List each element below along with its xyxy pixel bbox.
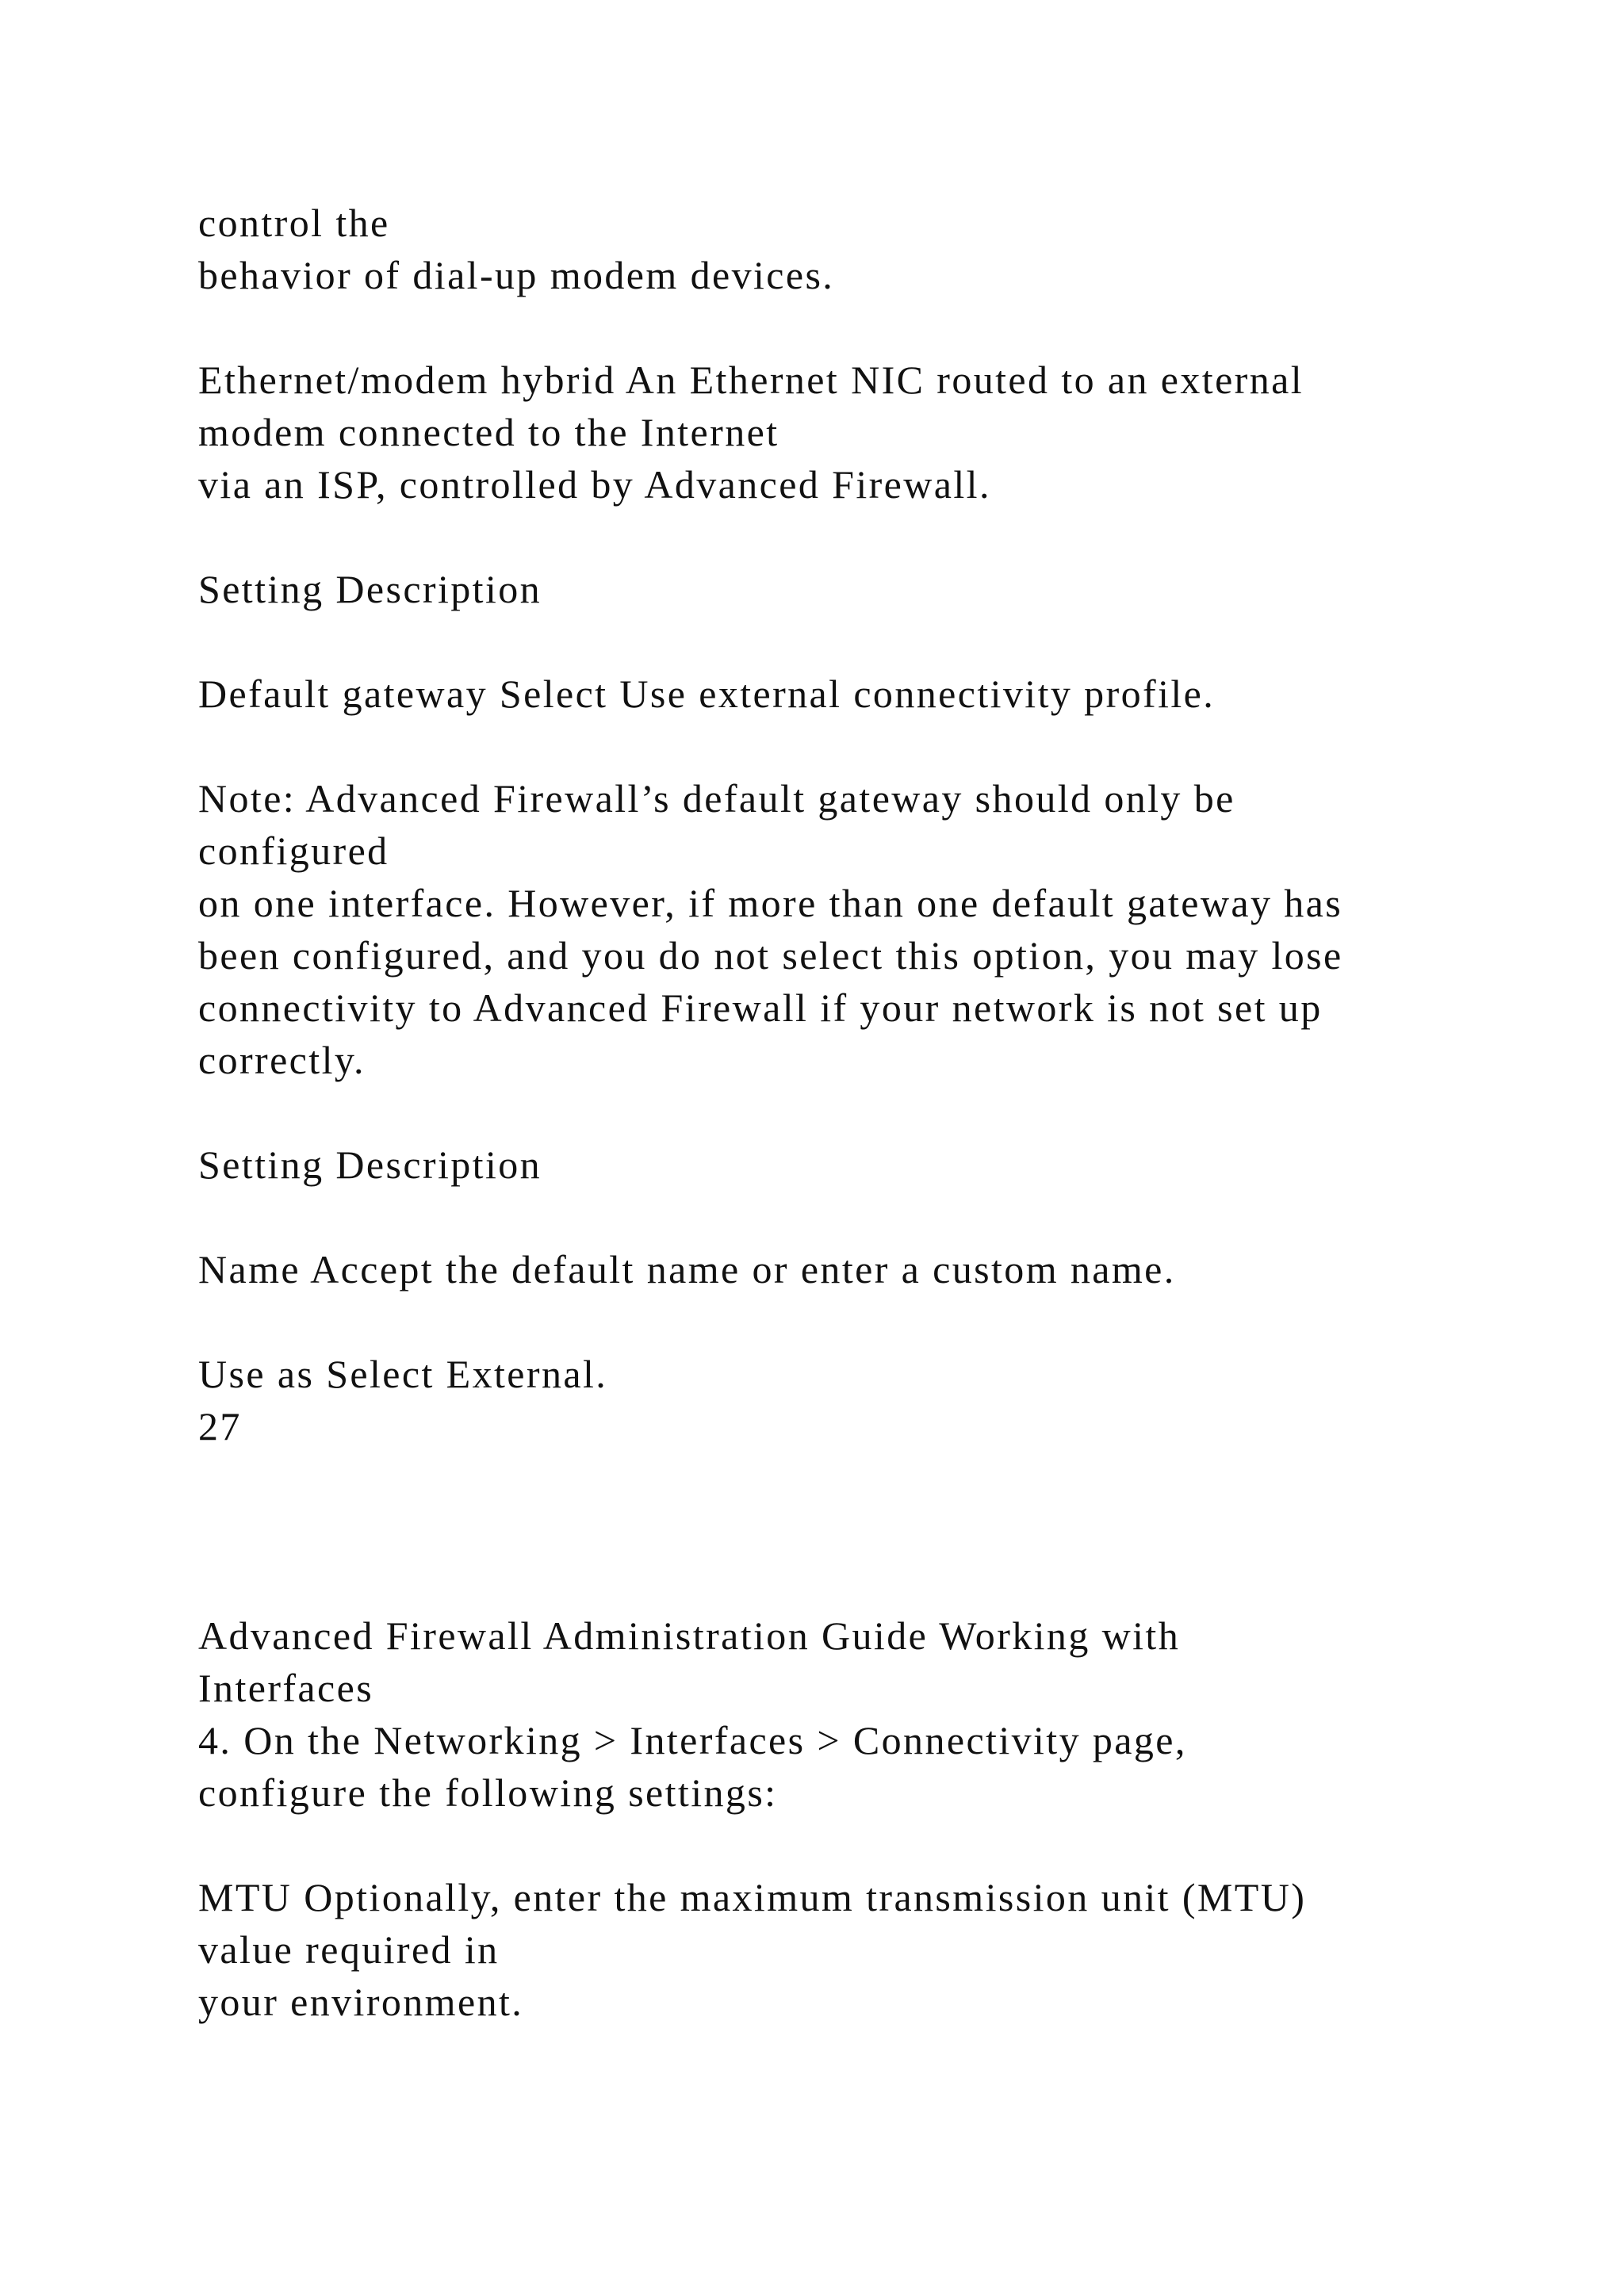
- page-number: 27: [198, 1404, 242, 1448]
- text-line: control the: [198, 201, 390, 245]
- note-line: correctly.: [198, 1038, 366, 1082]
- text-line: modem connected to the Internet: [198, 410, 779, 454]
- text-line: your environment.: [198, 1980, 524, 2024]
- step-line: 4. On the Networking > Interfaces > Connectivity page,: [198, 1718, 1187, 1762]
- note-line: been configured, and you do not select this option, you may lose: [198, 933, 1343, 978]
- note-line: configured: [198, 828, 389, 873]
- text-line: via an ISP, controlled by Advanced Firewall.: [198, 462, 991, 507]
- text-line: Name Accept the default name or enter a custom name.: [198, 1247, 1176, 1292]
- text-line: MTU Optionally, enter the maximum transmission unit (MTU): [198, 1875, 1307, 1919]
- text-line: Ethernet/modem hybrid An Ethernet NIC routed to an external: [198, 358, 1304, 402]
- text-line: Use as Select External.: [198, 1352, 608, 1396]
- running-header: Interfaces: [198, 1666, 374, 1710]
- text-line: behavior of dial-up modem devices.: [198, 253, 835, 297]
- section-header: Setting Description: [198, 567, 542, 611]
- section-header: Setting Description: [198, 1142, 542, 1187]
- note-line: Note: Advanced Firewall’s default gateway should only be: [198, 776, 1235, 821]
- text-line: value required in: [198, 1927, 500, 1972]
- running-header: Advanced Firewall Administration Guide Working with: [198, 1613, 1181, 1658]
- note-line: on one interface. However, if more than one default gateway has: [198, 881, 1343, 925]
- step-line: configure the following settings:: [198, 1770, 778, 1815]
- text-line: Default gateway Select Use external connectivity profile.: [198, 672, 1216, 716]
- note-line: connectivity to Advanced Firewall if your network is not set up: [198, 985, 1323, 1030]
